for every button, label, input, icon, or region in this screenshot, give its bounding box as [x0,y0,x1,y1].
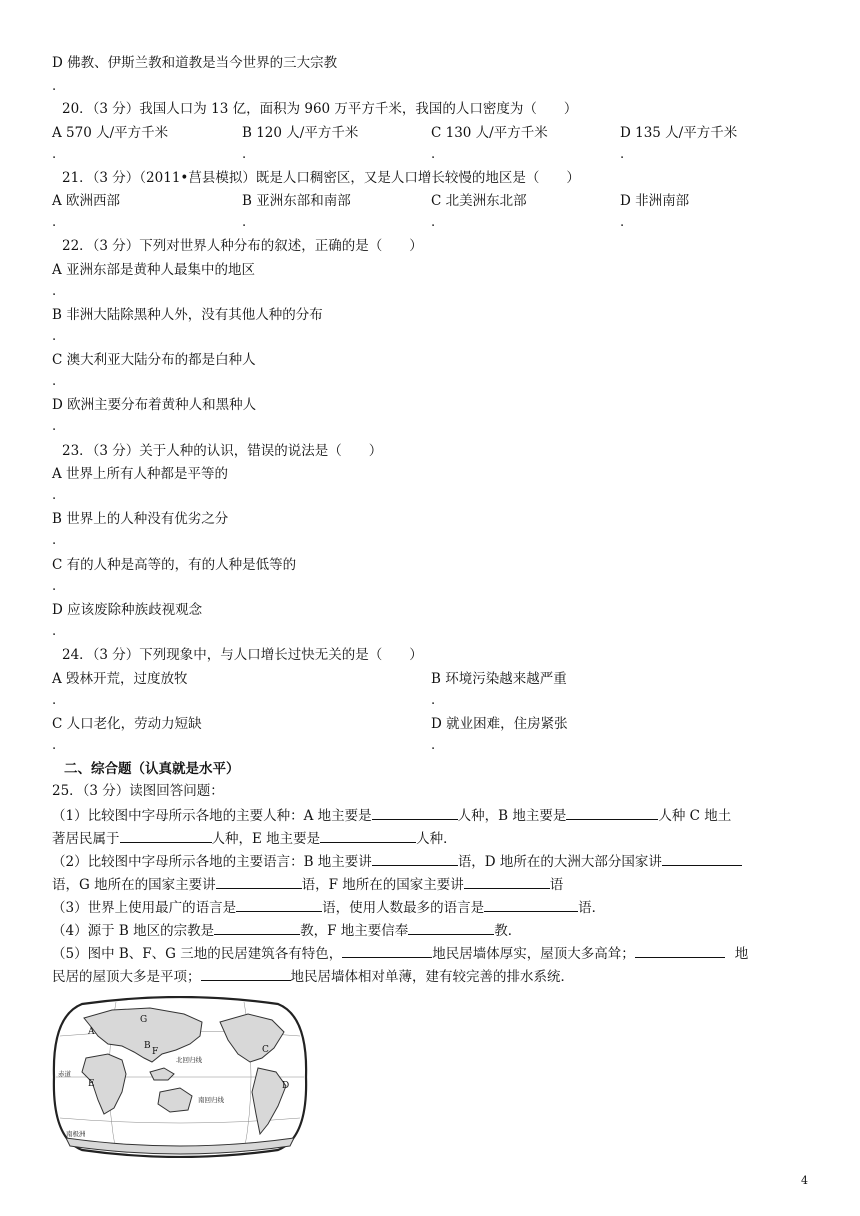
q20-stem: 20．（3 分）我国人口为 13 亿，面积为 960 万平方千米，我国的人口密度为（ ） [62,101,578,117]
option-dot: . [620,215,625,230]
map-label-antarctica: 南极洲 [66,1130,86,1138]
option-dot: . [52,147,57,162]
option-dot: . [620,147,625,162]
q25-text: 教，F 地主要信奉 [300,923,409,939]
option-dot: . [52,215,57,230]
q24-option-a: A 毁林开荒，过度放牧 [52,671,188,687]
option-dot: . [52,738,57,753]
q25-text: 语，G 地所在的国家主要讲 [52,877,216,893]
option-dot: . [431,215,436,230]
q25-text: （4）源于 B 地区的宗教是 [52,923,215,939]
q22-option-c: C 澳大利亚大陆分布的都是白种人 [52,352,256,368]
q23-stem: 23．（3 分）关于人种的认识，错误的说法是（ ） [62,443,383,459]
q25-text: （2）比较图中字母所示各地的主要语言：B 地主要讲 [52,854,372,870]
map-letter-d: D [282,1081,290,1091]
option-dot: . [52,579,57,594]
map-label-equator: 赤道 [58,1070,71,1078]
answer-blank[interactable] [408,920,494,935]
option-dot: . [242,147,247,162]
option-dot: . [52,329,57,344]
q25-text: 人种，B 地主要是 [457,808,567,824]
answer-blank[interactable] [236,897,322,912]
answer-blank[interactable] [201,966,291,981]
answer-blank[interactable] [566,805,658,820]
map-letter-c: C [262,1045,269,1055]
q25-part1-line2 [52,828,457,848]
q25-text: 语，使用人数最多的语言是 [322,900,485,916]
option-dot: . [431,693,436,708]
map-letter-f: F [152,1047,159,1057]
q19-option-d: D 佛教、伊斯兰教和道教是当今世界的三大宗教 [52,55,338,71]
q22-option-a: A 亚洲东部是黄种人最集中的地区 [52,262,256,278]
answer-blank[interactable] [464,874,550,889]
q25-part1-line1 [52,805,731,825]
answer-blank[interactable] [662,851,742,866]
answer-blank[interactable] [372,805,458,820]
q22-option-b: B 非洲大陆除黑种人外，没有其他人种的分布 [52,307,323,323]
q23-option-d: D 应该废除种族歧视观念 [52,602,203,618]
answer-blank[interactable] [120,828,212,843]
option-dot: . [242,215,247,230]
option-dot: . [52,374,57,389]
section-title: 二、综合题（认真就是水平） [64,761,240,777]
q21-stem: 21．（3 分）（2011•莒县模拟）既是人口稠密区，又是人口增长较慢的地区是（ ） [62,170,580,186]
answer-blank[interactable] [320,828,416,843]
q25-text: 人种，E 地主要是 [211,831,321,847]
option-dot: . [52,624,57,639]
q25-text: （5）图中 B、F、G 三地的民居建筑各有特色， [52,946,343,962]
q22-stem: 22．（3 分）下列对世界人种分布的叙述，正确的是（ ） [62,238,423,254]
q25-text: 语，F 地所在的国家主要讲 [301,877,464,893]
map-label-tropic-capricorn: 南回归线 [198,1096,224,1104]
q25-text: 地 [734,946,749,962]
q21-option-c: C 北美洲东北部 [431,193,527,209]
q22-option-d: D 欧洲主要分布着黄种人和黑种人 [52,397,257,413]
q25-text: 人种． [416,831,457,847]
answer-blank[interactable] [216,874,302,889]
option-dot: . [431,147,436,162]
option-dot: . [52,693,57,708]
q25-text: 地民居墙体厚实，屋顶大多高耸； [432,946,635,962]
q25-text: 语，D 地所在的大洲大部分国家讲 [457,854,662,870]
q24-option-c: C 人口老化，劳动力短缺 [52,716,202,732]
q21-option-a: A 欧洲西部 [52,193,121,209]
q23-option-c: C 有的人种是高等的，有的人种是低等的 [52,557,297,573]
q25-text: （1）比较图中字母所示各地的主要人种：A 地主要是 [52,808,372,824]
q25-text: 著居民属于 [52,831,120,847]
map-letter-b: B [144,1041,151,1051]
map-label-tropic-cancer: 北回归线 [176,1056,202,1064]
q25-text: 教． [494,923,522,939]
q23-option-a: A 世界上所有人种都是平等的 [52,466,229,482]
q25-text: 地民居墙体相对单薄，建有较完善的排水系统． [290,969,574,985]
world-map-figure [52,996,308,1158]
option-dot: . [52,79,57,94]
q25-part2-line2 [52,874,563,894]
answer-blank[interactable] [342,943,432,958]
q25-text: 语 [549,877,564,893]
q25-part3 [52,897,605,917]
answer-blank[interactable] [372,851,458,866]
q25-part5-line2 [52,966,574,986]
answer-blank[interactable] [484,897,578,912]
option-dot: . [431,738,436,753]
q24-stem: 24．（3 分）下列现象中，与人口增长过快无关的是（ ） [62,647,423,663]
map-letter-e: E [88,1079,95,1089]
q20-option-c: C 130 人/平方千米 [431,125,548,141]
q25-text: 语． [578,900,606,916]
option-dot: . [52,284,57,299]
q20-option-a: A 570 人/平方千米 [52,125,169,141]
q25-stem: 25．（3 分）读图回答问题： [52,783,224,799]
map-letter-g: G [140,1015,148,1025]
option-dot: . [52,419,57,434]
q23-option-b: B 世界上的人种没有优劣之分 [52,511,229,527]
q25-text: 人种 C 地土 [658,808,732,824]
q24-option-d: D 就业困难，住房紧张 [431,716,568,732]
q25-part2-line1 [52,851,742,871]
q21-option-d: D 非洲南部 [620,193,690,209]
q25-part4 [52,920,521,940]
option-dot: . [52,533,57,548]
map-letter-a: A [88,1027,95,1037]
q25-part5-line1 [52,943,748,963]
q20-option-d: D 135 人/平方千米 [620,125,738,141]
page-number: 4 [801,1174,808,1187]
option-dot: . [52,488,57,503]
q25-text: （3）世界上使用最广的语言是 [52,900,237,916]
q21-option-b: B 亚洲东部和南部 [242,193,351,209]
q20-option-b: B 120 人/平方千米 [242,125,359,141]
q25-text: 民居的屋顶大多是平项； [52,969,201,985]
answer-blank[interactable] [214,920,300,935]
q24-option-b: B 环境污染越来越严重 [431,671,567,687]
answer-blank[interactable] [635,943,725,958]
